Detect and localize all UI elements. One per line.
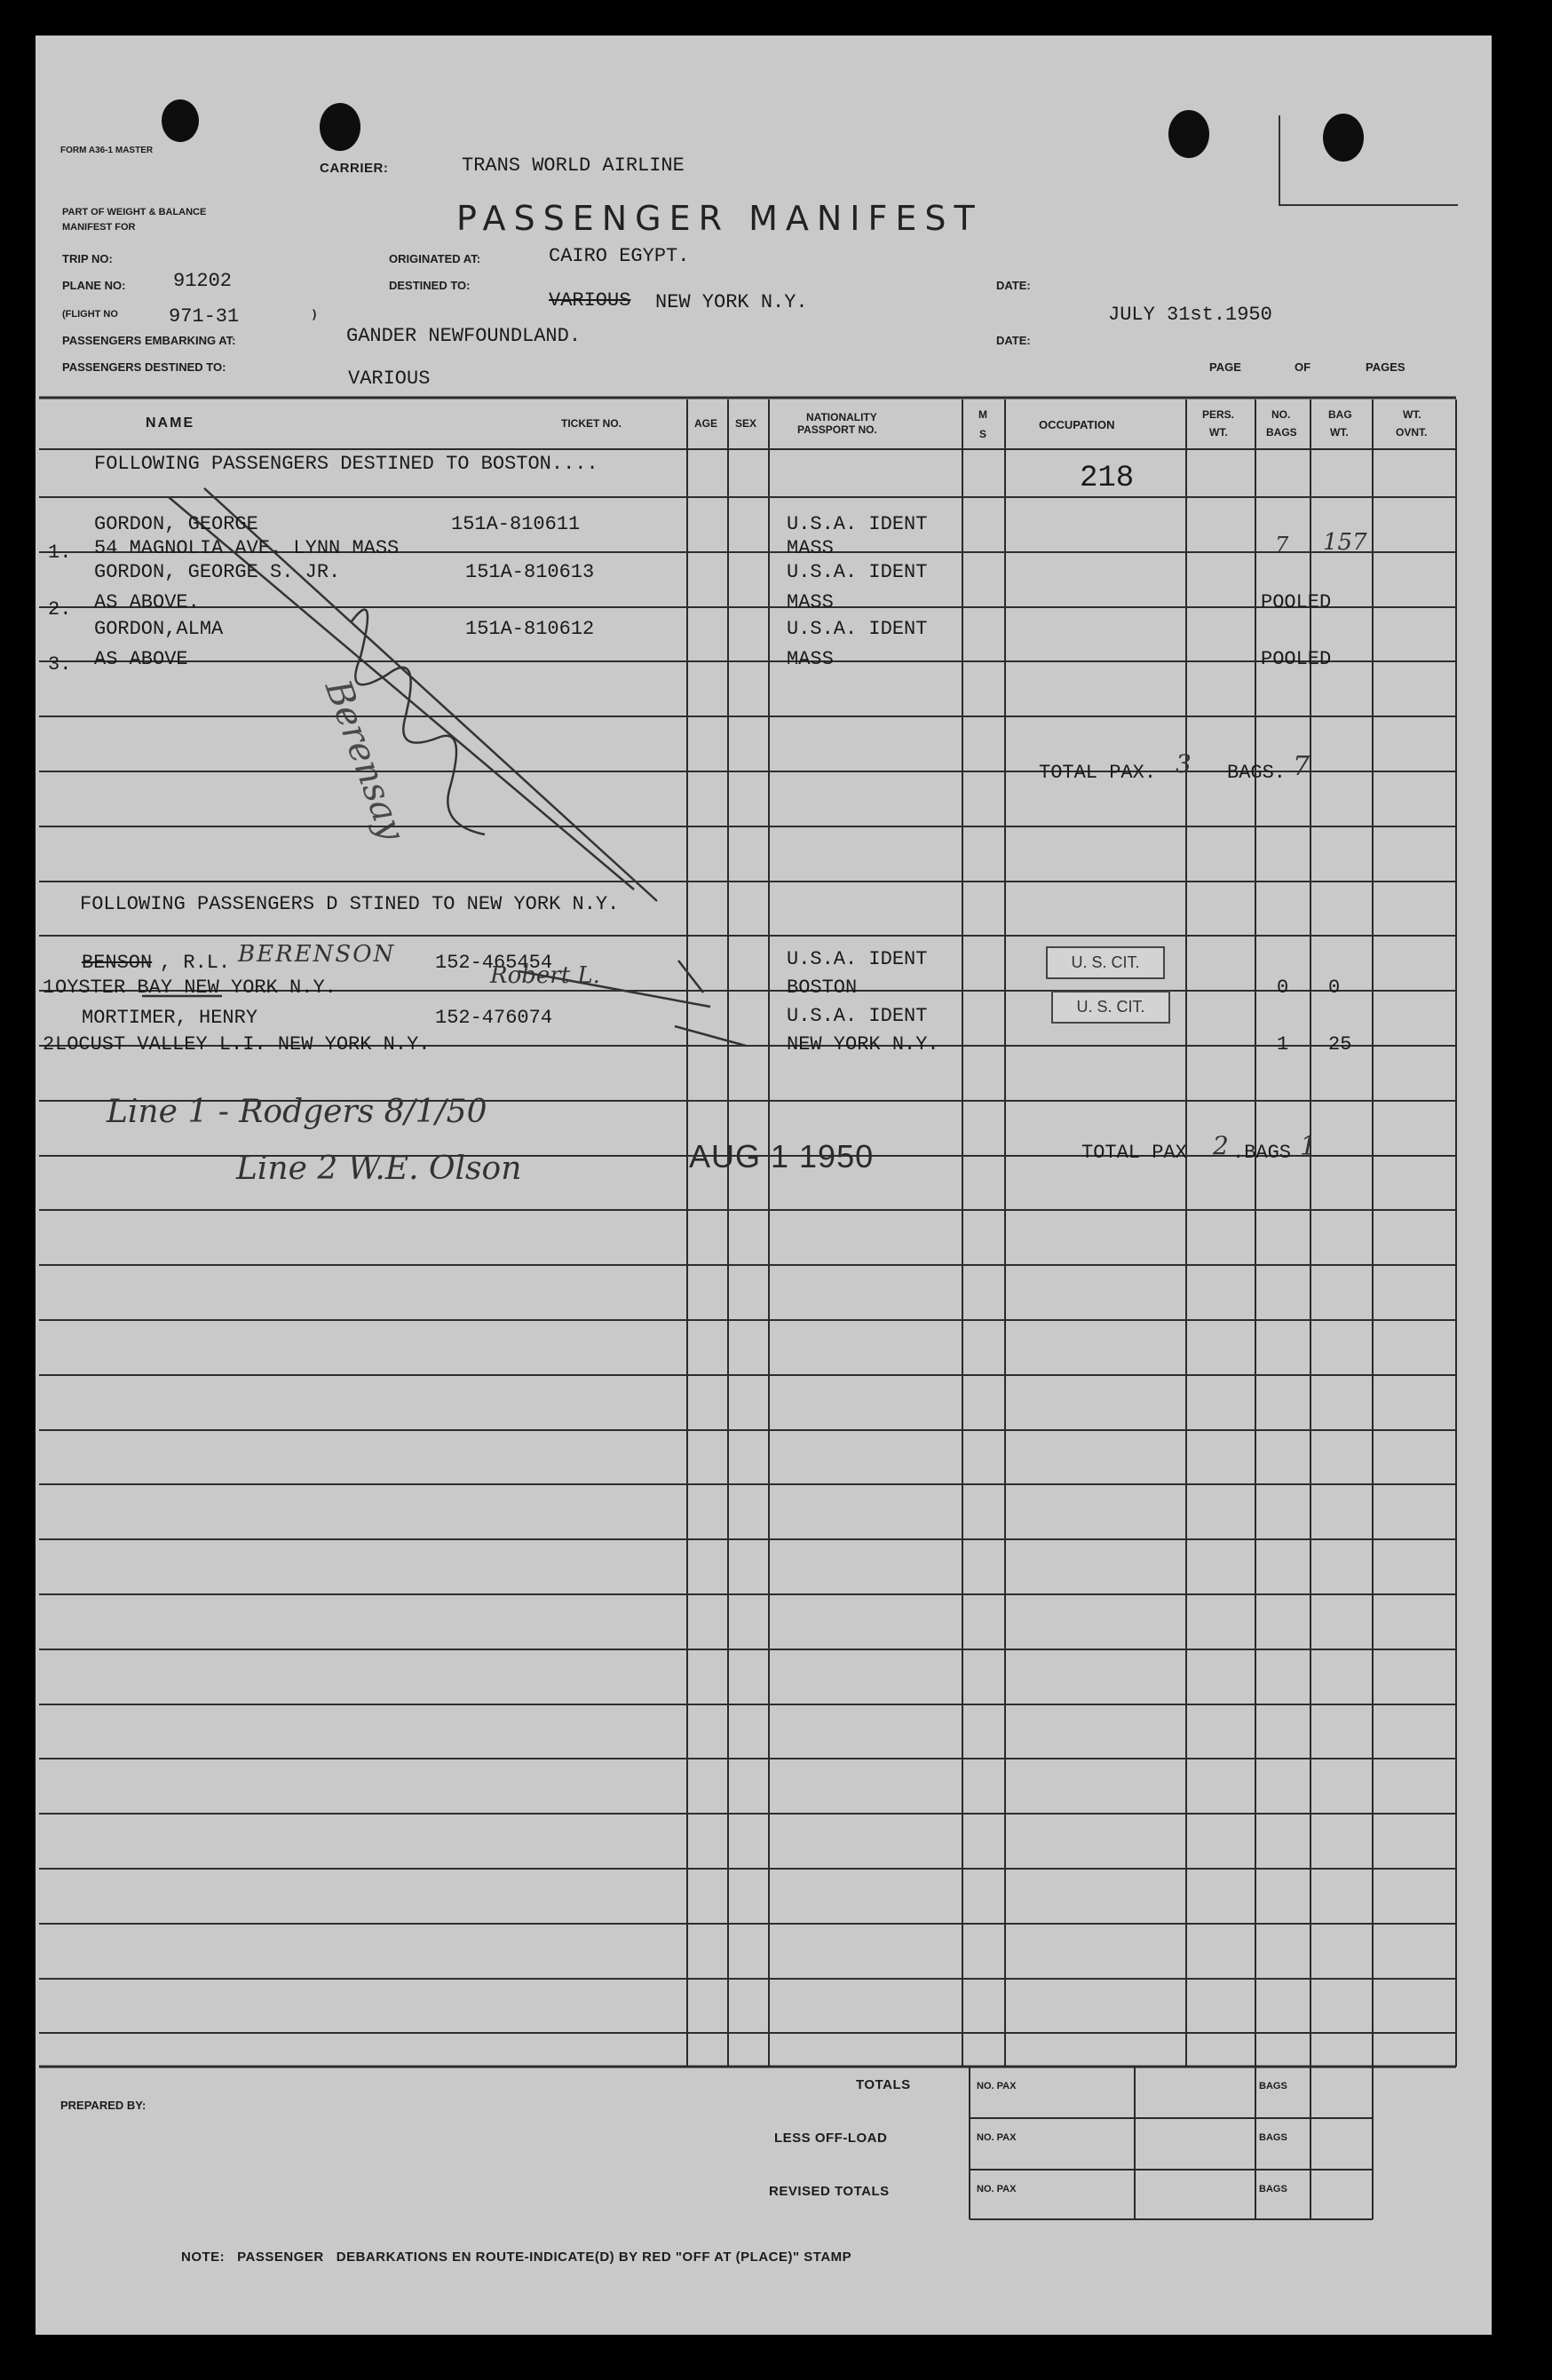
row3-name: GORDON,ALMA — [94, 618, 224, 640]
col-name: NAME — [146, 415, 195, 431]
row4-num: 1 — [43, 977, 55, 999]
row1-address: 54 MAGNOLIA AVE. LYNN MASS — [94, 537, 400, 559]
row2-nat2: MASS — [787, 591, 834, 613]
row5-name: MORTIMER, HENRY — [82, 1007, 258, 1029]
row4-name-hand: BERENSON — [238, 941, 396, 968]
col-ticket: TICKET NO. — [561, 417, 622, 430]
row5-nat1: U.S.A. IDENT — [787, 1005, 928, 1027]
flight-label: (FLIGHT NO — [62, 309, 118, 320]
part-of-line2: MANIFEST FOR — [62, 222, 136, 233]
revised-no-pax: NO. PAX — [977, 2184, 1017, 2194]
date-stamp: AUG 1 1950 — [689, 1138, 875, 1174]
page-title: PASSENGER MANIFEST — [456, 199, 983, 238]
handwriting-line2: Line 2 W.E. Olson — [236, 1150, 522, 1187]
section2-total-bags: 1 — [1300, 1131, 1318, 1162]
row2-nat1: U.S.A. IDENT — [787, 561, 928, 583]
row3-address: AS ABOVE — [94, 648, 188, 670]
col-ovnt-2: OVNT. — [1396, 426, 1428, 439]
row2-ticket: 151A-810613 — [465, 561, 595, 583]
us-citizen-stamp-1: U. S. CIT. — [1046, 946, 1165, 979]
pages-label: PAGES — [1366, 360, 1406, 374]
section1-heading: FOLLOWING PASSENGERS DESTINED TO BOSTON.... — [94, 453, 598, 475]
row4-name-struck: BENSON — [82, 952, 153, 974]
col-sex: SEX — [735, 417, 757, 430]
destined-value: NEW YORK N.Y. — [655, 291, 808, 313]
row2-name: GORDON, GEORGE S. JR. — [94, 561, 341, 583]
row5-ticket: 152-476074 — [435, 1007, 553, 1029]
embarking-value: GANDER NEWFOUNDLAND. — [346, 325, 582, 347]
col-ms-1: M — [978, 408, 987, 421]
row4-bags: 0 — [1277, 977, 1289, 999]
row3-bags: POOLED — [1261, 648, 1332, 670]
date2-label: DATE: — [996, 334, 1031, 347]
col-occupation: OCCUPATION — [1039, 418, 1115, 431]
section1-total-pax: 3 — [1176, 749, 1192, 779]
plane-value: 91202 — [173, 270, 233, 292]
row2-address: AS ABOVE. — [94, 591, 200, 613]
row1-bags: 7 — [1275, 533, 1289, 557]
manifest-sheet — [36, 36, 1492, 2335]
date-label: DATE: — [996, 279, 1031, 292]
flight-value: 971-31 — [169, 305, 240, 328]
col-pers-1: PERS. — [1202, 408, 1235, 421]
footer-note: NOTE: PASSENGER DEBARKATIONS EN ROUTE-INDICATE(D) BY RED "OFF AT (PLACE)" STAMP — [181, 2250, 852, 2265]
less-offload-label: LESS OFF-LOAD — [774, 2131, 888, 2146]
row2-bags: POOLED — [1261, 591, 1332, 613]
row2-num: 2. — [48, 598, 72, 621]
row4-address: OYSTER BAY NEW YORK N.Y. — [55, 977, 337, 999]
row3-nat2: MASS — [787, 648, 834, 670]
less-bags: BAGS — [1259, 2132, 1287, 2143]
row4-nat1: U.S.A. IDENT — [787, 948, 928, 970]
row4-ticket: 152-465454 — [435, 952, 553, 974]
part-of-line1: PART OF WEIGHT & BALANCE — [62, 207, 207, 217]
us-citizen-stamp-2: U. S. CIT. — [1051, 991, 1170, 1024]
section2-total-bags-label: .BAGS — [1232, 1142, 1292, 1164]
section1-total-bags-label: BAGS. — [1227, 762, 1287, 784]
row5-bags: 1 — [1277, 1033, 1289, 1056]
section2-total-label: TOTAL PAX — [1081, 1142, 1187, 1164]
col-age: AGE — [694, 417, 718, 430]
row4-nat2: BOSTON — [787, 977, 858, 999]
row1-nat1: U.S.A. IDENT — [787, 513, 928, 535]
row1-nat2: MASS — [787, 537, 834, 559]
totals-bags: BAGS — [1259, 2081, 1287, 2091]
row5-address: LOCUST VALLEY L.I. NEW YORK N.Y. — [55, 1033, 431, 1056]
signature-scrawl: Berensay — [316, 675, 413, 846]
section2-total-pax: 2 — [1213, 1131, 1229, 1160]
originated-label: ORIGINATED AT: — [389, 252, 481, 265]
section1-total-bags: 7 — [1293, 751, 1310, 782]
section1-total-label: TOTAL PAX. — [1039, 762, 1157, 784]
less-no-pax: NO. PAX — [977, 2132, 1017, 2143]
row4-address-hand: Robert L. — [490, 962, 600, 989]
carrier-value: TRANS WORLD AIRLINE — [462, 154, 685, 177]
row4-name: , R.L. — [160, 952, 231, 974]
form-id: FORM A36-1 MASTER — [60, 146, 154, 155]
section2-heading: FOLLOWING PASSENGERS D STINED TO NEW YORK N.Y. — [80, 893, 620, 915]
row1-num: 1. — [48, 542, 72, 564]
col-ms-2: S — [979, 428, 987, 440]
carrier-label: CARRIER: — [320, 161, 389, 176]
prepared-by: PREPARED BY: — [60, 2099, 146, 2112]
row5-nat2: NEW YORK N.Y. — [787, 1033, 939, 1056]
col-nationality-1: NATIONALITY — [806, 411, 877, 423]
col-nationality-2: PASSPORT NO. — [797, 423, 877, 436]
section1-number: 218 — [1080, 462, 1135, 495]
row4-bagwt: 0 — [1328, 977, 1341, 999]
date-value: JULY 31st.1950 — [1108, 304, 1272, 326]
row1-name: GORDON, GEORGE — [94, 513, 258, 535]
revised-bags: BAGS — [1259, 2184, 1287, 2194]
row1-bagwt: 157 — [1323, 529, 1367, 556]
pax-destined-label: PASSENGERS DESTINED TO: — [62, 360, 226, 374]
col-bagwt-2: WT. — [1330, 426, 1349, 439]
totals-no-pax: NO. PAX — [977, 2081, 1017, 2091]
originated-value: CAIRO EGYPT. — [549, 245, 690, 267]
row5-num: 2 — [43, 1033, 55, 1056]
totals-label: TOTALS — [856, 2077, 911, 2092]
flight-close: ) — [313, 307, 317, 320]
destined-struck: VARIOUS — [549, 289, 631, 312]
page-label: PAGE — [1209, 360, 1241, 374]
col-bags-2: BAGS — [1266, 426, 1297, 439]
of-label: OF — [1295, 360, 1311, 374]
row3-nat1: U.S.A. IDENT — [787, 618, 928, 640]
row5-bagwt: 25 — [1328, 1033, 1352, 1056]
trip-label: TRIP NO: — [62, 252, 113, 265]
col-ovnt-1: WT. — [1403, 408, 1421, 421]
destined-label: DESTINED TO: — [389, 279, 471, 292]
col-bagwt-1: BAG — [1328, 408, 1352, 421]
row3-ticket: 151A-810612 — [465, 618, 595, 640]
pax-destined-value: VARIOUS — [348, 368, 431, 390]
row3-num: 3. — [48, 653, 72, 676]
col-pers-2: WT. — [1209, 426, 1228, 439]
plane-label: PLANE NO: — [62, 279, 126, 292]
row1-ticket: 151A-810611 — [451, 513, 581, 535]
col-bags-1: NO. — [1271, 408, 1291, 421]
embarking-label: PASSENGERS EMBARKING AT: — [62, 334, 236, 347]
revised-totals-label: REVISED TOTALS — [769, 2184, 890, 2199]
handwriting-line1: Line 1 - Rodgers 8/1/50 — [107, 1094, 487, 1130]
